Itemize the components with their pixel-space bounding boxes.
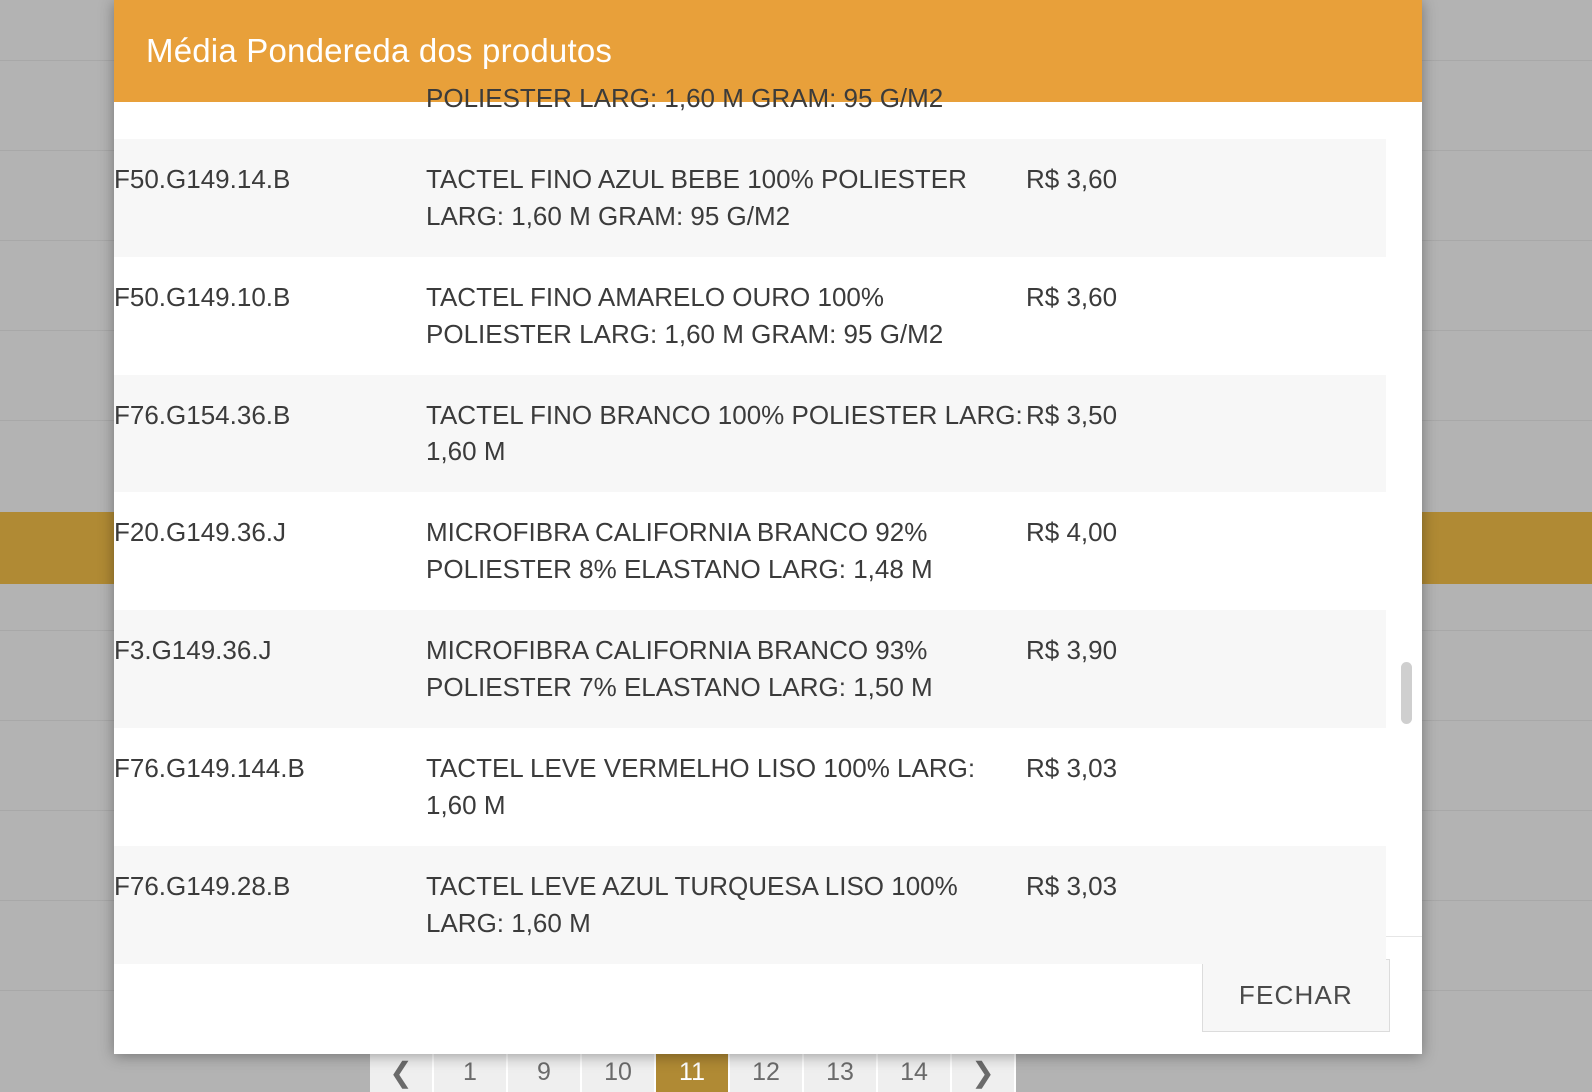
- pagination-next-icon[interactable]: ❯: [952, 1052, 1016, 1092]
- product-code: [114, 58, 426, 139]
- product-code: F76.G154.36.B: [114, 375, 426, 493]
- table-row[interactable]: [114, 846, 1386, 964]
- modal-title: Média Pondereda dos produtos: [146, 32, 613, 69]
- product-description: TACTEL LEVE AZUL TURQUESA LISO 100% LARG: 1,60 M: [426, 846, 1026, 964]
- product-code: F76.G149.144.B: [114, 752, 305, 783]
- vertical-scrollbar[interactable]: [1398, 102, 1412, 936]
- product-description: TACTEL FINO BRANCO 100% POLIESTER LARG: 1,60 M: [426, 375, 1026, 493]
- product-code: F3.G149.36.J: [114, 610, 426, 728]
- product-price: R$ 3,50: [1026, 375, 1386, 493]
- product-table-scroll-area[interactable]: [114, 83, 1422, 938]
- product-price: R$ 3,60: [1026, 139, 1386, 257]
- pagination-page-1[interactable]: 1: [434, 1052, 508, 1092]
- product-price: [1026, 58, 1386, 139]
- pagination-page-10[interactable]: 10: [582, 1052, 656, 1092]
- product-price: R$ 3,03: [1026, 752, 1118, 783]
- table-row[interactable]: [114, 728, 1386, 846]
- product-table: [114, 58, 1386, 964]
- product-code: F20.G149.36.J: [114, 517, 286, 548]
- table-row[interactable]: [114, 492, 1386, 610]
- pagination-page-13[interactable]: 13: [804, 1052, 878, 1092]
- product-code: F76.G149.28.B: [114, 846, 426, 964]
- pagination-page-11[interactable]: 11: [656, 1052, 730, 1092]
- pagination-page-9[interactable]: 9: [508, 1052, 582, 1092]
- product-description: TACTEL FINO AZUL BEBE 100% POLIESTER LARG: 1,60 M GRAM: 95 G/M2: [426, 139, 1026, 257]
- product-price: R$ 3,60: [1026, 281, 1118, 312]
- pagination-prev-icon[interactable]: ❮: [370, 1052, 434, 1092]
- table-row[interactable]: [114, 139, 1386, 257]
- product-price: R$ 3,90: [1026, 610, 1386, 728]
- product-description: MICROFIBRA CALIFORNIA BRANCO 93% POLIESTER 7% ELASTANO LARG: 1,50 M: [426, 610, 1026, 728]
- product-price: R$ 4,00: [1026, 517, 1118, 548]
- weighted-average-modal: [114, 0, 1422, 1054]
- product-description: TACTEL LEVE VERMELHO LISO 100% LARG: 1,60 M: [426, 752, 976, 820]
- product-description: MICROFIBRA CALIFORNIA BRANCO 92% POLIESTER 8% ELASTANO LARG: 1,48 M: [426, 517, 933, 585]
- product-description: POLIESTER LARG: 1,60 M GRAM: 95 G/M2: [426, 83, 944, 113]
- table-row[interactable]: [114, 257, 1386, 375]
- product-price: R$ 3,03: [1026, 846, 1386, 964]
- pagination[interactable]: [370, 1052, 1016, 1092]
- table-row[interactable]: [114, 610, 1386, 728]
- scrollbar-thumb[interactable]: [1401, 662, 1412, 724]
- product-code: F50.G149.14.B: [114, 139, 426, 257]
- modal-body: [114, 83, 1422, 938]
- pagination-page-12[interactable]: 12: [730, 1052, 804, 1092]
- product-code: F50.G149.10.B: [114, 281, 291, 312]
- pagination-page-14[interactable]: 14: [878, 1052, 952, 1092]
- close-button[interactable]: FECHAR: [1202, 959, 1390, 1032]
- product-description: TACTEL FINO AMARELO OURO 100% POLIESTER LARG: 1,60 M GRAM: 95 G/M2: [426, 281, 944, 349]
- table-row[interactable]: [114, 375, 1386, 493]
- table-row[interactable]: [114, 58, 1386, 139]
